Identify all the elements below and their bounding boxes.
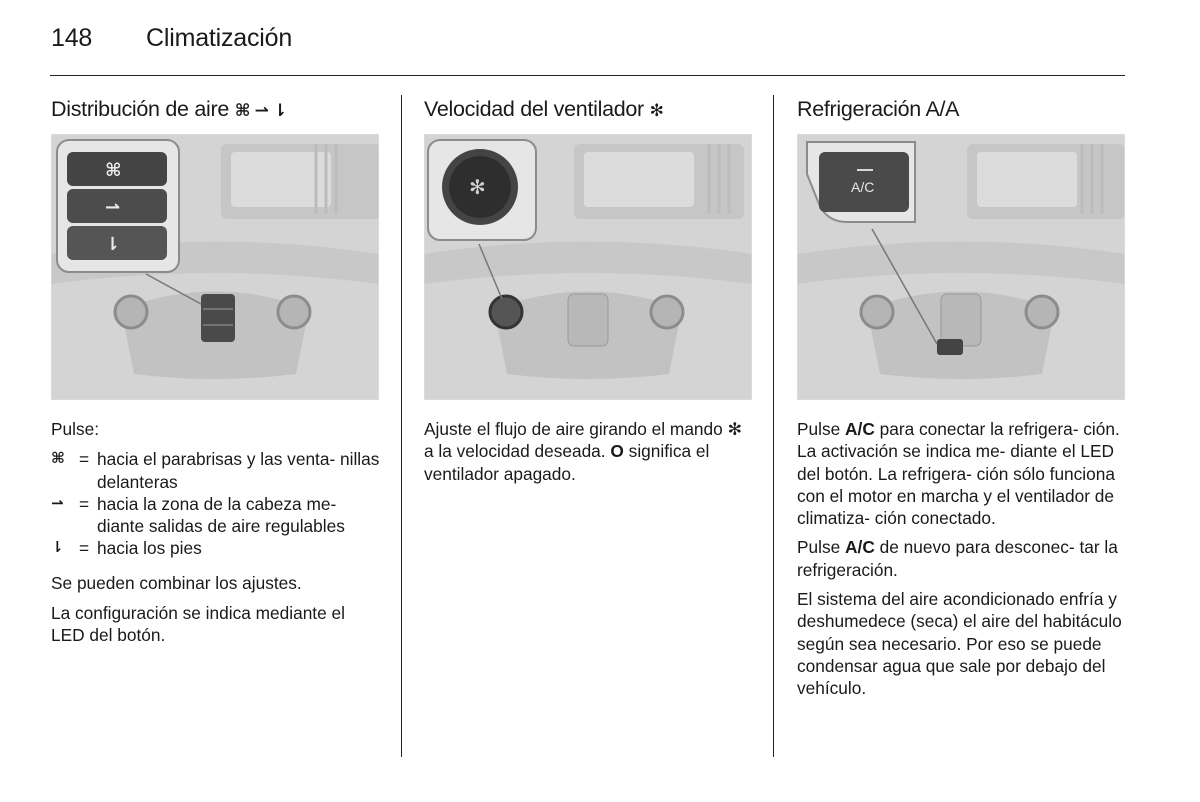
paragraph: Se pueden combinar los ajustes. — [51, 572, 302, 593]
column-fan-speed — [424, 92, 754, 493]
list-item-text: hacia la zona de la cabeza me- diante salidas de aire regulables — [97, 493, 345, 537]
air-distribution-text — [51, 418, 381, 647]
svg-text:⌘: ⌘ — [105, 160, 122, 181]
list-item-text: hacia los pies — [97, 538, 202, 559]
svg-text:⇂: ⇂ — [105, 234, 121, 255]
header-rule — [50, 75, 1125, 76]
page-header — [51, 24, 292, 53]
column-divider-1 — [401, 95, 402, 757]
paragraph: Ajuste el flujo de aire girando el mando ✻ a la velocidad deseada. O significa el ventilador apagado. — [424, 419, 743, 484]
fan-icon: ✻ — [727, 419, 743, 439]
paragraph: El sistema del aire acondicionado enfría y deshumedece (seca) el aire del habitáculo según sea necesario. Por eso se puede condensar agua que sale por debajo del vehículo. — [797, 589, 1122, 699]
windscreen-icon: ⌘ — [51, 450, 65, 468]
list-item: ⌘ = hacia el parabrisas y las venta- nillas delanteras — [51, 449, 380, 492]
column-divider-2 — [773, 95, 774, 757]
paragraph: La configuración se indica mediante el LED del botón. — [51, 603, 345, 646]
air-distribution-figure — [51, 134, 379, 400]
ac-label: A/C — [845, 419, 875, 439]
list-item: ⇀ = hacia la zona de la cabeza me- diante salidas de aire regulables — [51, 493, 345, 537]
section-title: Climatización — [146, 24, 293, 52]
ac-text — [797, 418, 1127, 700]
paragraph: Pulse A/C para conectar la refrigera- ción. La activación se indica me- diante el LED del botón. La refrigera- ción sólo funciona con el motor en marcha y el ventilador de climatiza- ción conectado. — [797, 419, 1120, 529]
paragraph: Pulse A/C de nuevo para desconec- tar la refrigeración. — [797, 537, 1118, 580]
page-number: 148 — [51, 24, 93, 52]
fan-speed-figure — [424, 134, 752, 400]
svg-text:✻: ✻ — [469, 175, 486, 199]
fan-icon: ✻ — [649, 101, 664, 120]
column-ac-cooling — [797, 92, 1127, 707]
fan-speed-heading: Velocidad del ventilador ✻ — [424, 97, 664, 121]
fan-speed-text — [424, 418, 754, 485]
ac-button-label: A/C — [851, 179, 875, 195]
air-distribution-heading: Distribución de aire ⌘ ⇀ ⇂ — [51, 97, 287, 121]
footwell-icon: ⇂ — [51, 539, 64, 557]
list-item-text: hacia el parabrisas y las venta- nillas delanteras — [97, 449, 380, 492]
ac-figure — [797, 134, 1125, 400]
air-distribution-icons: ⌘ ⇀ ⇂ — [234, 101, 287, 120]
list-item: ⇂ = hacia los pies — [51, 538, 202, 559]
ac-label: A/C — [845, 537, 875, 558]
off-symbol: O — [610, 441, 624, 462]
intro-text: Pulse: — [51, 419, 100, 439]
svg-text:⇀: ⇀ — [105, 197, 121, 218]
ac-heading: Refrigeración A/A — [797, 97, 960, 121]
column-air-distribution — [51, 92, 381, 655]
head-vent-icon: ⇀ — [51, 494, 64, 512]
